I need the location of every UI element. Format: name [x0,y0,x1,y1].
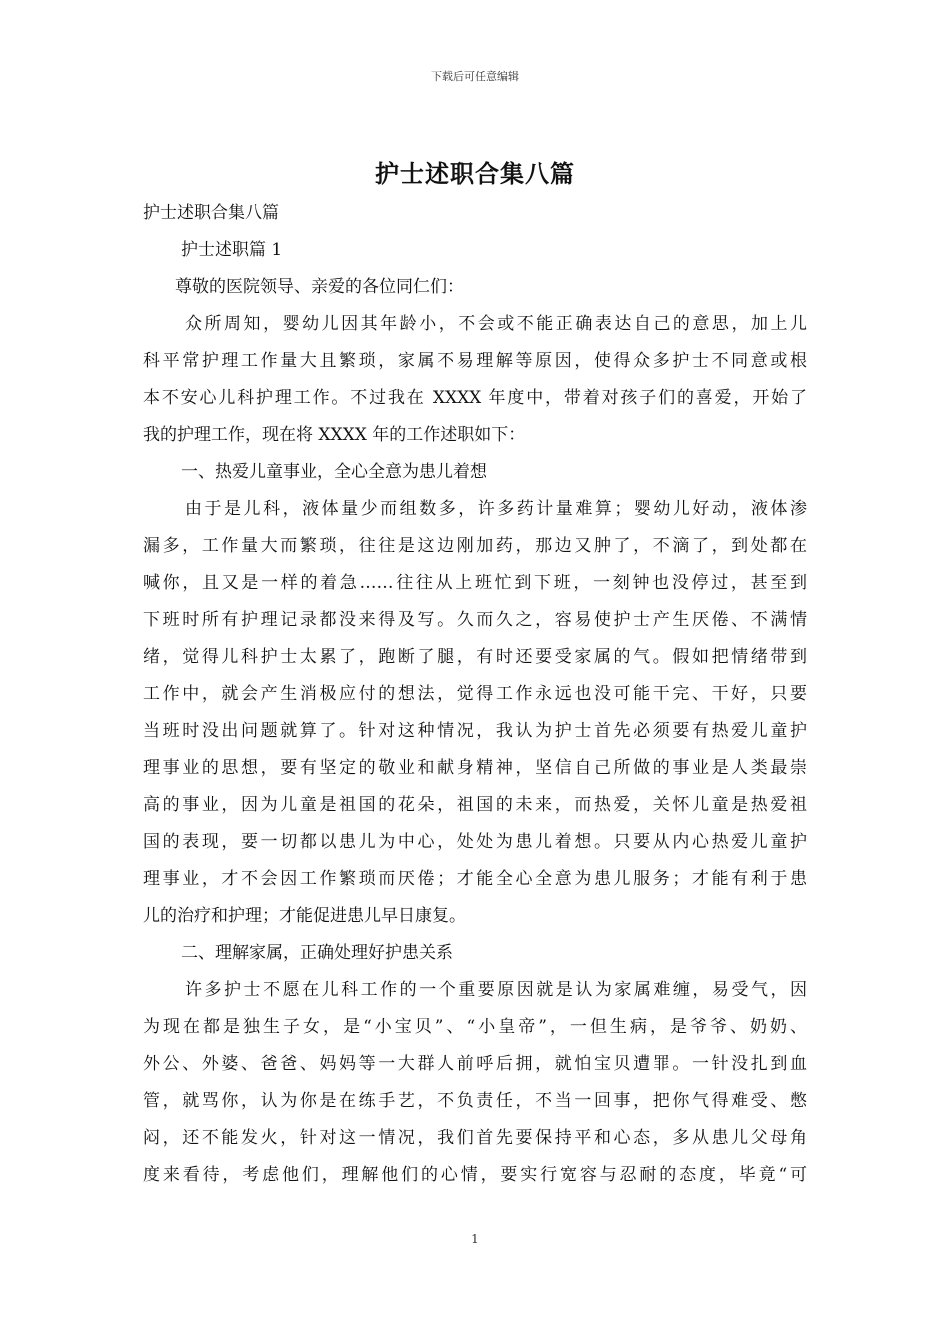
paragraph-line: 工作中，就会产生消极应付的想法，觉得工作永远也没可能干完、干好，只要 [143,684,807,704]
paragraph-line: 国的表现，要一切都以患儿为中心，处处为患儿着想。只要从内心热爱儿童护 [143,832,807,852]
paragraph-line: 下班时所有护理记录都没来得及写。久而久之，容易使护士产生厌倦、不满情 [143,610,807,630]
paragraph-line: 喊你，且又是一样的着急……往往从上班忙到下班，一刻钟也没停过，甚至到 [143,573,807,593]
document-title: 护士述职合集八篇 [375,159,575,188]
document-body [143,195,807,1194]
paragraph-line: 度来看待，考虑他们，理解他们的心情，要实行宽容与忍耐的态度，毕竟“可 [143,1165,807,1185]
paragraph-line: 理事业，才不会因工作繁琐而厌倦；才能全心全意为患儿服务；才能有利于患 [143,869,807,889]
paragraph-line: 绪，觉得儿科护士太累了，跑断了腿，有时还要受家属的气。假如把情绪带到 [143,647,807,667]
paragraph-line: 由于是儿科，液体量少而组数多，许多药计量难算；婴幼儿好动，液体渗 [185,499,807,519]
page-header: 下载后可任意编辑 [431,70,519,83]
paragraph-line: 管，就骂你，认为你是在练手艺，不负责任，不当一回事，把你气得难受、憋 [143,1091,807,1111]
document-subtitle: 护士述职合集八篇 [143,203,279,223]
paragraph-line: 理事业的思想，要有坚定的敬业和献身精神，坚信自己所做的事业是人类最崇 [143,758,807,778]
section-heading: 二、理解家属，正确处理好护患关系 [181,943,453,963]
paragraph-line: 为现在都是独生子女，是“小宝贝”、“小皇帝”，一但生病，是爷爷、奶奶、 [143,1017,807,1037]
paragraph-line: 科平常护理工作量大且繁琐，家属不易理解等原因，使得众多护士不同意或根 [143,351,807,371]
paragraph-line: 许多护士不愿在儿科工作的一个重要原因就是认为家属难缠，易受气，因 [185,980,807,1000]
salutation: 尊敬的医院领导、亲爱的各位同仁们： [175,277,464,297]
paragraph-line: 当班时没出问题就算了。针对这种情况，我认为护士首先必须要有热爱儿童护 [143,721,807,741]
section-title: 护士述职篇 1 [181,240,283,260]
paragraph-line: 本不安心儿科护理工作。不过我在 XXXX 年度中，带着对孩子们的喜爱，开始了 [143,388,807,408]
section-heading: 一、热爱儿童事业，全心全意为患儿着想 [181,462,487,482]
paragraph-line: 众所周知，婴幼儿因其年龄小，不会或不能正确表达自己的意思，加上儿 [185,314,807,334]
paragraph-line: 外公、外婆、爸爸、妈妈等一大群人前呼后拥，就怕宝贝遭罪。一针没扎到血 [143,1054,807,1074]
paragraph-line: 漏多，工作量大而繁琐，往往是这边刚加药，那边又肿了，不滴了，到处都在 [143,536,807,556]
page-number: 1 [471,1232,479,1246]
paragraph-line: 高的事业，因为儿童是祖国的花朵，祖国的未来，而热爱，关怀儿童是热爱祖 [143,795,807,815]
paragraph-line: 儿的治疗和护理；才能促进患儿早日康复。 [143,906,466,926]
paragraph-line: 闷，还不能发火，针对这一情况，我们首先要保持平和心态，多从患儿父母角 [143,1128,807,1148]
paragraph-line: 我的护理工作，现在将 XXXX 年的工作述职如下： [143,425,526,445]
